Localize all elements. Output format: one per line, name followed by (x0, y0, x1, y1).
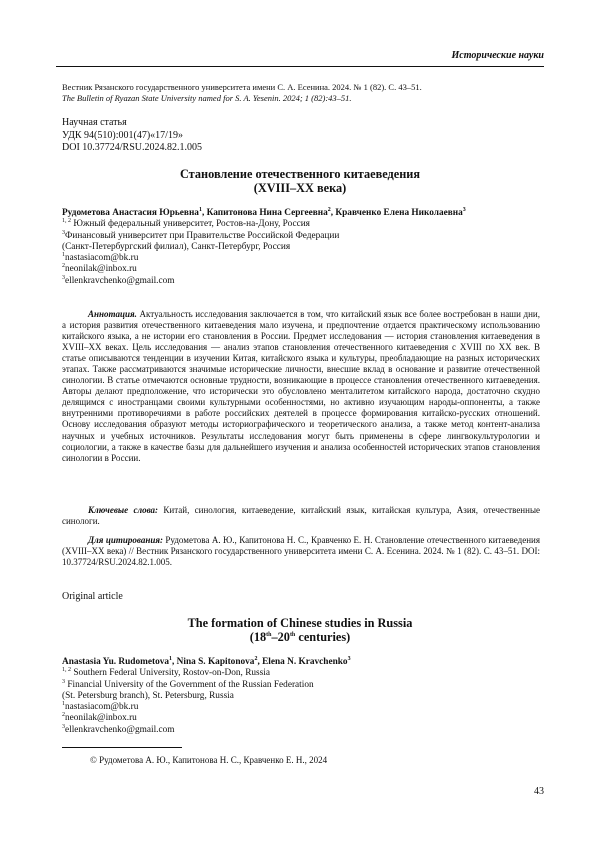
title-en-sup-2: th (289, 631, 296, 638)
affiliation-2-en (62, 680, 542, 691)
email-3-sup: 3 (62, 274, 65, 281)
author-2-sup-en: 2 (254, 655, 258, 662)
authors-ru (62, 208, 542, 287)
abstract-text: Актуальность исследования заключается в том, что китайский язык все более востребован в наши дни, а история развития отечественного китаеведения мало изучена, и предпочтение отдается практическому использованию китайского языка, а не истории его становления в России. Предмет исследования — история становления китаеведения в XVIII–XX веках. Цель исследования — анализ этапов становления отечественного китаеведения с XVIII по XX век. В статье описываются тенденции в изучении Китая, китайского языка и культуры, преобладающие на разных исторических этапах. Также рассматриваются значимые исторические личности, внесшие вклад в основание и развитие отечественной синологии. В статье отмечаются основные трудности, возникающие в процессе становления отечественного китаеведения. Авторы делают предположение, что исторически это обусловлено менталитетом китайского народа, достаточно скудно делящимся с иностранцами своими культурными особенностями, но активно изучающим народы-оппоненты, а также внутренними противоречиями в работе российских деятелей в процессе формирования китайско-русских отношений. Основу исследования образуют методы историографического и теоретического анализа, а также метод контент-анализа научных и учебных источников. Результаты исследования могут быть применены в сфере лингвокультурологии и социологии, а также в качестве базы для дальнейшего изучения и анализа особенностей исторических этапов становления синологии в России. (62, 309, 540, 463)
title-en-open: (18 (249, 630, 267, 644)
affiliation-2-continued-en: (St. Petersburg branch), St. Petersburg, Russia (62, 690, 234, 701)
title-en-line-1: The formation of Chinese studies in Russia (187, 616, 413, 630)
title-ru-line-2: (XVIII–XX века) (253, 181, 347, 195)
author-3-sup-en: 3 (347, 655, 351, 662)
footnote-divider (62, 747, 182, 748)
author-3-sup: 3 (462, 206, 466, 213)
abstract-label: Аннотация. (88, 309, 137, 319)
affiliation-1 (62, 219, 542, 230)
affiliation-2-sup: 3 (62, 229, 65, 236)
header-divider (56, 66, 544, 67)
author-3-name-en: , Elena N. Kravchenko (257, 657, 348, 667)
email-2-sup: 2 (62, 263, 65, 270)
abstract (62, 309, 540, 464)
keywords (62, 505, 540, 527)
affiliation-2-sup-en: 3 (62, 678, 65, 685)
authors-en (62, 657, 542, 736)
affiliation-1-text: Южный федеральный университет, Ростов-на-Дону, Россия (71, 219, 310, 230)
affiliation-1-sup: 1, 2 (62, 218, 71, 225)
email-3-link[interactable]: ellenkravchenko@gmail.com (65, 275, 175, 286)
author-names-en (62, 657, 542, 668)
author-1-name: Рудометова Анастасия Юрьевна (62, 208, 199, 218)
title-en-sup-1: th (266, 631, 272, 638)
email-3 (62, 276, 542, 287)
udc-code: УДК 94(510):001(47)«17/19» (62, 129, 183, 141)
journal-reference-ru: Вестник Рязанского государственного университета имени С. А. Есенина. 2024. № 1 (82). С. 43–51. (62, 82, 422, 92)
author-1-sup: 1 (198, 206, 202, 213)
email-2-link[interactable]: neonilak@inbox.ru (65, 264, 137, 275)
email-1-sup: 1 (62, 252, 65, 259)
title-en-dash: –20 (271, 630, 290, 644)
author-3-name: , Кравченко Елена Николаевна (330, 208, 463, 218)
citation (62, 535, 540, 568)
affiliation-2 (62, 231, 542, 242)
email-1-link-en[interactable]: nastasiacom@bk.ru (65, 702, 139, 713)
copyright: © Рудометова А. Ю., Капитонова Н. С., Кравченко Е. Н., 2024 (90, 755, 328, 765)
email-3-sup-en: 3 (62, 723, 65, 730)
email-1-sup-en: 1 (62, 701, 65, 708)
affiliation-1-en (62, 668, 542, 679)
author-2-name-en: , Nina S. Kapitonova (172, 657, 255, 667)
article-meta (62, 117, 202, 155)
email-1 (62, 253, 542, 264)
email-2-sup-en: 2 (62, 712, 65, 719)
email-2-link-en[interactable]: neonilak@inbox.ru (65, 713, 137, 724)
citation-text: Рудометова А. Ю., Капитонова Н. С., Кравченко Е. Н. Становление отечественного китаеведения (XVIII–XX века) // Вестник Рязанского государственного университета имени С. А. Есенина. 2024. № 1 (82). С. 43–51. DOI: 10.37724/RSU.2024.82.1.005. (62, 535, 540, 568)
keywords-text: Китай, синология, китаеведение, китайский язык, китайская культура, Азия, отечественные синологи. (62, 505, 540, 527)
author-names-ru (62, 208, 542, 219)
email-3-link-en[interactable]: ellenkravchenko@gmail.com (65, 724, 175, 735)
title-en-line-2 (56, 630, 544, 644)
email-2 (62, 264, 542, 275)
email-1-link[interactable]: nastasiacom@bk.ru (65, 253, 139, 264)
email-3-en (62, 725, 542, 736)
email-2-en (62, 713, 542, 724)
page-number: 43 (534, 786, 544, 797)
affiliation-2-text: Финансовый университет при Правительстве Российской Федерации (65, 230, 340, 241)
journal-reference (62, 82, 542, 104)
article-title-en (56, 616, 544, 644)
article-title-ru (56, 167, 544, 195)
journal-reference-en: The Bulletin of Ryazan State University named for S. A. Yesenin. 2024; 1 (82):43–51. (62, 93, 352, 103)
affiliation-1-sup-en: 1, 2 (62, 667, 71, 674)
original-article-label: Original article (62, 591, 123, 602)
title-en-close: centuries) (295, 630, 351, 644)
affiliation-2-text-en: Financial University of the Government of the Russian Federation (65, 679, 314, 690)
affiliation-1-text-en: Southern Federal University, Rostov-on-Don, Russia (71, 668, 271, 679)
title-ru-line-1: Становление отечественного китаеведения (179, 167, 421, 181)
email-1-en (62, 702, 542, 713)
affiliation-2-continued: (Санкт-Петербургский филиал), Санкт-Петербург, Россия (62, 241, 291, 252)
author-1-name-en: Anastasia Yu. Rudometova (62, 657, 170, 667)
author-2-name: , Капитонова Нина Сергеевна (201, 208, 328, 218)
keywords-label: Ключевые слова: (88, 505, 159, 515)
author-1-sup-en: 1 (169, 655, 173, 662)
article-type: Научная статья (62, 117, 127, 128)
citation-label: Для цитирования: (88, 535, 163, 545)
section-header: Исторические науки (451, 50, 544, 61)
author-2-sup: 2 (327, 206, 331, 213)
doi: DOI 10.37724/RSU.2024.82.1.005 (62, 142, 203, 153)
